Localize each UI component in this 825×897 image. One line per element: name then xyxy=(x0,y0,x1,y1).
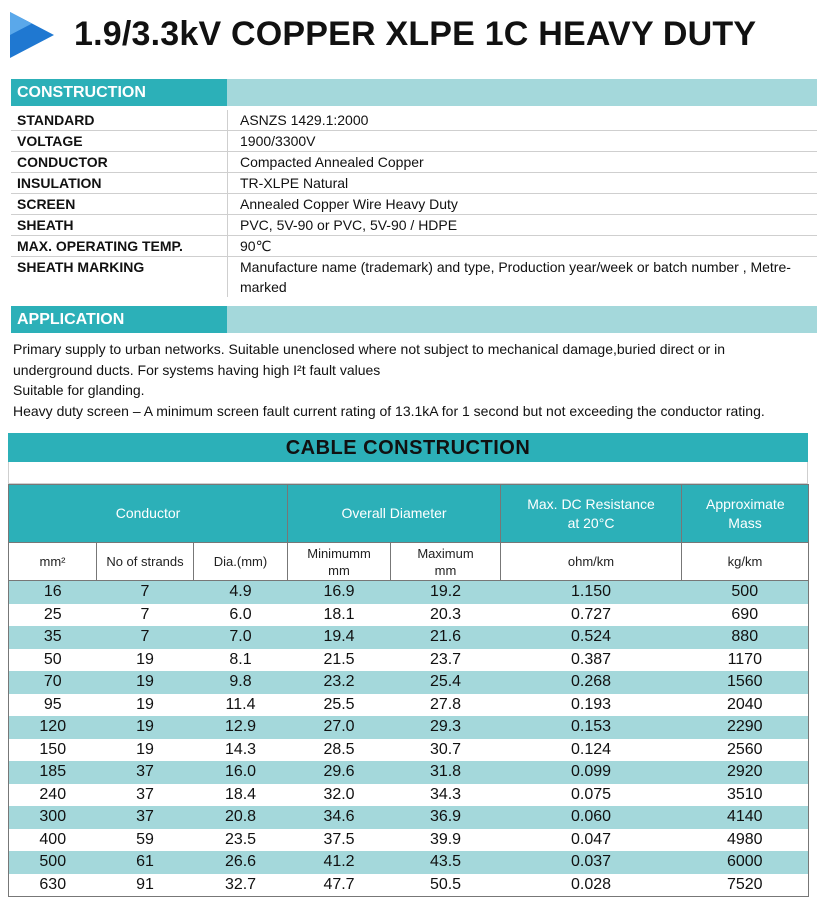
max-diameter-cell: 50.5 xyxy=(391,874,501,897)
strands-cell: 37 xyxy=(97,784,194,807)
table-row xyxy=(9,581,809,604)
ohm-unit-header: ohm/km xyxy=(501,543,682,581)
construction-row xyxy=(11,215,817,236)
cable-construction-title: CABLE CONSTRUCTION xyxy=(8,433,808,462)
mass-cell: 7520 xyxy=(682,874,809,897)
table-row xyxy=(9,829,809,852)
construction-row xyxy=(11,257,817,297)
max-diameter-cell: 36.9 xyxy=(391,806,501,829)
area-cell: 240 xyxy=(9,784,97,807)
resistance-cell: 0.075 xyxy=(501,784,682,807)
construction-key: STANDARD xyxy=(11,110,228,130)
construction-key: VOLTAGE xyxy=(11,131,228,151)
area-unit-header: mm² xyxy=(9,543,97,581)
min-diameter-cell: 16.9 xyxy=(288,581,391,604)
play-triangle-logo-icon xyxy=(10,12,54,58)
min-diameter-cell: 21.5 xyxy=(288,649,391,672)
mass-cell: 880 xyxy=(682,626,809,649)
kg-unit-header: kg/km xyxy=(682,543,809,581)
strands-cell: 7 xyxy=(97,604,194,627)
cable-construction-table xyxy=(8,484,809,897)
strands-cell: 59 xyxy=(97,829,194,852)
diameter-cell: 23.5 xyxy=(194,829,288,852)
mass-cell: 2040 xyxy=(682,694,809,717)
construction-value: Manufacture name (trademark) and type, Production year/week or batch number , Metre-marked xyxy=(240,259,791,295)
construction-row xyxy=(11,110,817,131)
application-heading: APPLICATION xyxy=(11,306,227,333)
construction-value: 90℃ xyxy=(240,238,272,254)
min-diameter-cell: 29.6 xyxy=(288,761,391,784)
strands-cell: 37 xyxy=(97,761,194,784)
table-row xyxy=(9,694,809,717)
resistance-cell: 0.193 xyxy=(501,694,682,717)
area-cell: 35 xyxy=(9,626,97,649)
mass-cell: 4140 xyxy=(682,806,809,829)
table-row xyxy=(9,784,809,807)
diameter-cell: 8.1 xyxy=(194,649,288,672)
cable-rows xyxy=(9,581,809,897)
resistance-cell: 0.524 xyxy=(501,626,682,649)
table-row xyxy=(9,626,809,649)
strands-cell: 91 xyxy=(97,874,194,897)
construction-key: INSULATION xyxy=(11,173,228,193)
min-diameter-cell: 34.6 xyxy=(288,806,391,829)
diameter-cell: 9.8 xyxy=(194,671,288,694)
mass-cell: 3510 xyxy=(682,784,809,807)
construction-row xyxy=(11,194,817,215)
construction-key: MAX. OPERATING TEMP. xyxy=(11,236,228,256)
construction-value: ASNZS 1429.1:2000 xyxy=(240,112,369,128)
min-diameter-cell: 32.0 xyxy=(288,784,391,807)
mass-cell: 1170 xyxy=(682,649,809,672)
construction-key: SHEATH MARKING xyxy=(11,257,228,297)
application-line: Heavy duty screen – A minimum screen fault current rating of 13.1kA for 1 second but not exceeding the conductor rating. xyxy=(13,402,765,419)
diameter-cell: 7.0 xyxy=(194,626,288,649)
min-diameter-cell: 19.4 xyxy=(288,626,391,649)
header xyxy=(0,0,825,70)
strands-cell: 7 xyxy=(97,626,194,649)
area-cell: 500 xyxy=(9,851,97,874)
area-cell: 50 xyxy=(9,649,97,672)
resistance-header: Max. DC Resistance at 20°C xyxy=(501,485,682,543)
area-cell: 120 xyxy=(9,716,97,739)
area-cell: 25 xyxy=(9,604,97,627)
min-diameter-cell: 27.0 xyxy=(288,716,391,739)
diameter-cell: 26.6 xyxy=(194,851,288,874)
construction-table xyxy=(11,110,817,297)
area-cell: 400 xyxy=(9,829,97,852)
diameter-header: Dia.(mm) xyxy=(194,543,288,581)
strands-cell: 19 xyxy=(97,739,194,762)
mass-cell: 2560 xyxy=(682,739,809,762)
page-title: 1.9/3.3kV COPPER XLPE 1C HEAVY DUTY xyxy=(74,15,757,53)
mass-cell: 500 xyxy=(682,581,809,604)
resistance-cell: 1.150 xyxy=(501,581,682,604)
max-diameter-cell: 43.5 xyxy=(391,851,501,874)
area-cell: 150 xyxy=(9,739,97,762)
application-line: Primary supply to urban networks. Suitable unenclosed where not subject to mechanical damage,buried direct or in underground ducts. For systems having high I²t fault values xyxy=(13,341,726,378)
diameter-cell: 11.4 xyxy=(194,694,288,717)
spacer-box xyxy=(8,462,808,484)
max-diameter-header: Maximum mm xyxy=(391,543,501,581)
max-diameter-cell: 19.2 xyxy=(391,581,501,604)
construction-row xyxy=(11,173,817,194)
min-diameter-cell: 25.5 xyxy=(288,694,391,717)
mass-cell: 1560 xyxy=(682,671,809,694)
mass-cell: 2920 xyxy=(682,761,809,784)
resistance-cell: 0.124 xyxy=(501,739,682,762)
resistance-cell: 0.028 xyxy=(501,874,682,897)
max-diameter-cell: 27.8 xyxy=(391,694,501,717)
resistance-cell: 0.268 xyxy=(501,671,682,694)
application-section-bar xyxy=(11,306,817,333)
construction-value: Annealed Copper Wire Heavy Duty xyxy=(240,196,458,212)
mass-header: Approximate Mass xyxy=(682,485,809,543)
construction-value: PVC, 5V-90 or PVC, 5V-90 / HDPE xyxy=(240,217,458,233)
diameter-cell: 6.0 xyxy=(194,604,288,627)
resistance-cell: 0.727 xyxy=(501,604,682,627)
construction-section-bar xyxy=(11,79,817,106)
area-cell: 16 xyxy=(9,581,97,604)
table-row xyxy=(9,761,809,784)
resistance-cell: 0.153 xyxy=(501,716,682,739)
area-cell: 95 xyxy=(9,694,97,717)
area-cell: 185 xyxy=(9,761,97,784)
table-row xyxy=(9,851,809,874)
max-diameter-cell: 39.9 xyxy=(391,829,501,852)
min-diameter-cell: 23.2 xyxy=(288,671,391,694)
diameter-cell: 20.8 xyxy=(194,806,288,829)
min-diameter-cell: 47.7 xyxy=(288,874,391,897)
area-cell: 70 xyxy=(9,671,97,694)
max-diameter-cell: 34.3 xyxy=(391,784,501,807)
diameter-cell: 4.9 xyxy=(194,581,288,604)
strands-cell: 19 xyxy=(97,671,194,694)
strands-cell: 61 xyxy=(97,851,194,874)
resistance-cell: 0.387 xyxy=(501,649,682,672)
construction-key: SCREEN xyxy=(11,194,228,214)
max-diameter-cell: 23.7 xyxy=(391,649,501,672)
diameter-cell: 18.4 xyxy=(194,784,288,807)
diameter-cell: 12.9 xyxy=(194,716,288,739)
area-cell: 630 xyxy=(9,874,97,897)
strands-cell: 7 xyxy=(97,581,194,604)
construction-value: 1900/3300V xyxy=(240,133,316,149)
mass-cell: 690 xyxy=(682,604,809,627)
max-diameter-cell: 29.3 xyxy=(391,716,501,739)
strands-cell: 19 xyxy=(97,716,194,739)
construction-row xyxy=(11,152,817,173)
max-diameter-cell: 31.8 xyxy=(391,761,501,784)
table-row xyxy=(9,806,809,829)
construction-row xyxy=(11,236,817,257)
overall-diameter-header: Overall Diameter xyxy=(288,485,501,543)
strands-cell: 37 xyxy=(97,806,194,829)
strands-cell: 19 xyxy=(97,649,194,672)
construction-value: TR-XLPE Natural xyxy=(240,175,349,191)
table-row xyxy=(9,671,809,694)
max-diameter-cell: 20.3 xyxy=(391,604,501,627)
table-row xyxy=(9,649,809,672)
max-diameter-cell: 30.7 xyxy=(391,739,501,762)
max-diameter-cell: 21.6 xyxy=(391,626,501,649)
area-cell: 300 xyxy=(9,806,97,829)
resistance-cell: 0.037 xyxy=(501,851,682,874)
construction-key: SHEATH xyxy=(11,215,228,235)
construction-row xyxy=(11,131,817,152)
table-row xyxy=(9,604,809,627)
mass-cell: 2290 xyxy=(682,716,809,739)
application-text xyxy=(13,339,825,421)
construction-heading: CONSTRUCTION xyxy=(11,79,227,106)
table-row xyxy=(9,874,809,897)
conductor-header: Conductor xyxy=(9,485,288,543)
min-diameter-cell: 18.1 xyxy=(288,604,391,627)
construction-key: CONDUCTOR xyxy=(11,152,228,172)
table-row xyxy=(9,739,809,762)
mass-cell: 6000 xyxy=(682,851,809,874)
mass-cell: 4980 xyxy=(682,829,809,852)
table-row xyxy=(9,716,809,739)
min-diameter-cell: 37.5 xyxy=(288,829,391,852)
strands-cell: 19 xyxy=(97,694,194,717)
construction-value: Compacted Annealed Copper xyxy=(240,154,424,170)
resistance-cell: 0.047 xyxy=(501,829,682,852)
min-diameter-cell: 41.2 xyxy=(288,851,391,874)
application-line: Suitable for glanding. xyxy=(13,382,145,398)
min-diameter-header: Minimumm mm xyxy=(288,543,391,581)
resistance-cell: 0.060 xyxy=(501,806,682,829)
min-diameter-cell: 28.5 xyxy=(288,739,391,762)
max-diameter-cell: 25.4 xyxy=(391,671,501,694)
resistance-cell: 0.099 xyxy=(501,761,682,784)
diameter-cell: 14.3 xyxy=(194,739,288,762)
strands-header: No of strands xyxy=(97,543,194,581)
diameter-cell: 16.0 xyxy=(194,761,288,784)
diameter-cell: 32.7 xyxy=(194,874,288,897)
